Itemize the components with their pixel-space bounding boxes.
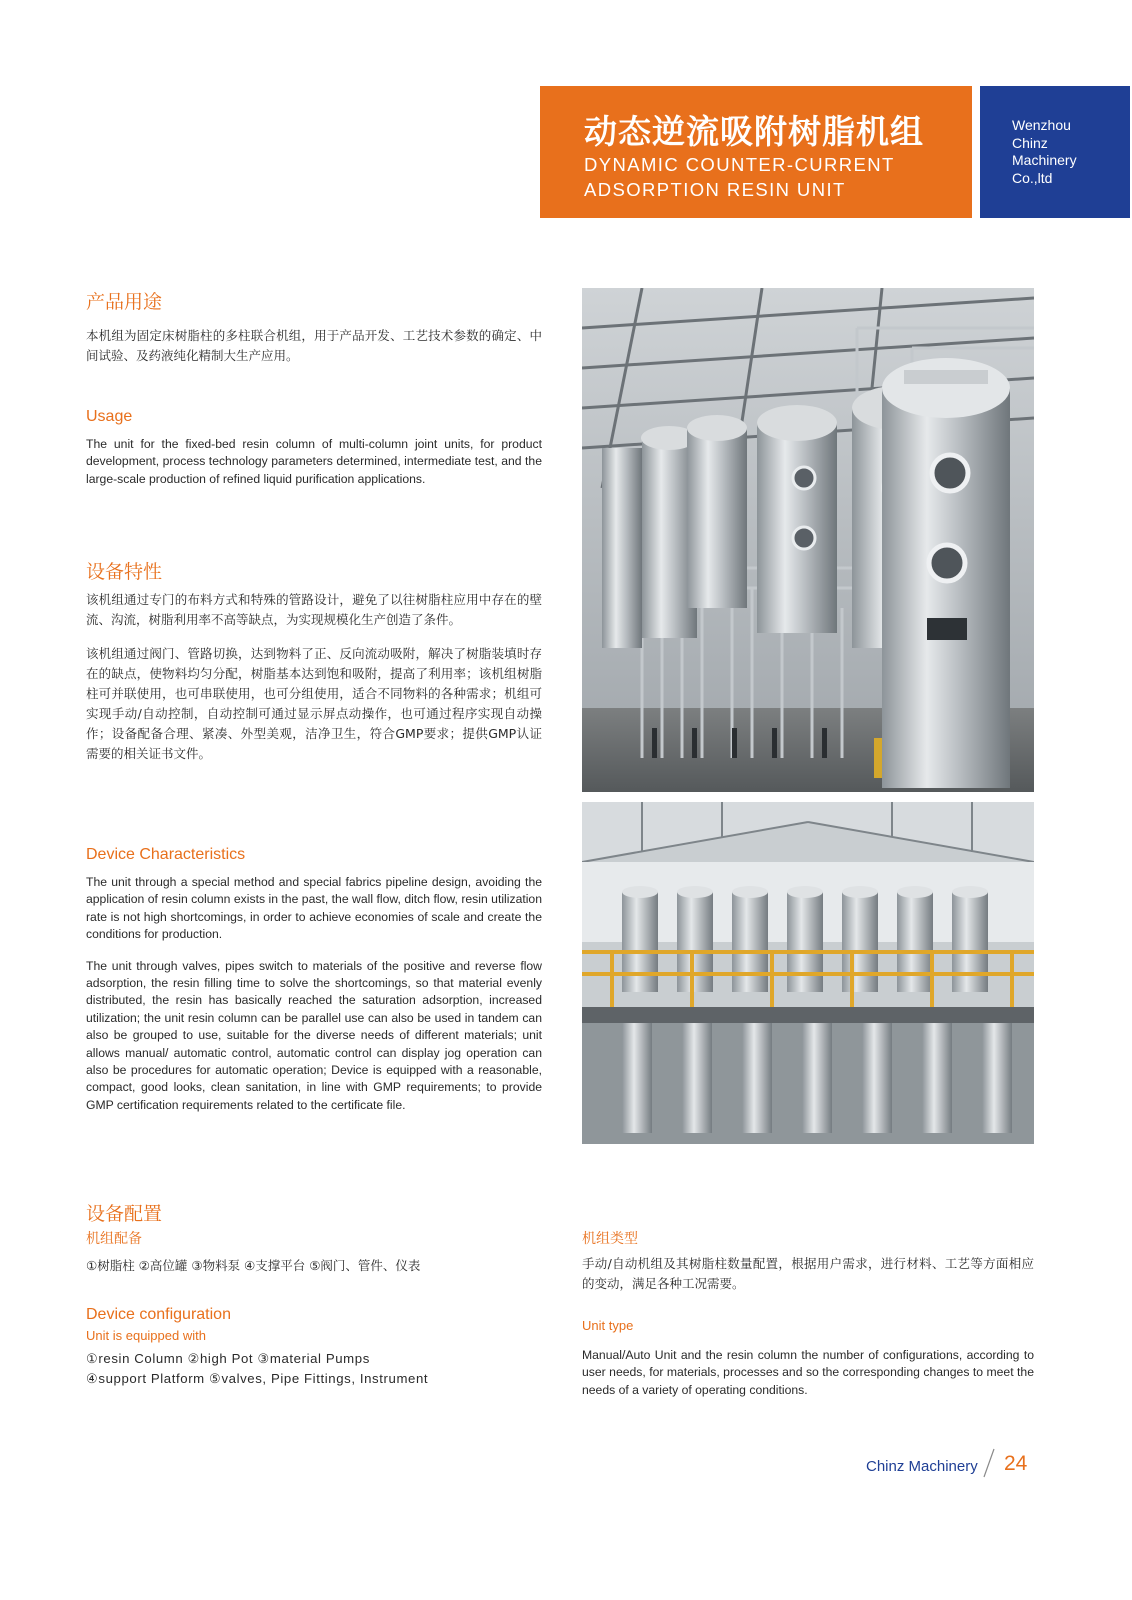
plant-platform-photo: [582, 802, 1034, 1144]
usage-heading-en: Usage: [86, 408, 133, 425]
unit-type-section: [582, 1228, 1034, 1399]
usage-text-en: The unit for the fixed-bed resin column of multi-column joint units, for product development, process technology parameters determined, intermediate test, and the large-scale production of refined liquid purification applications.: [86, 437, 542, 486]
page-title-en: DYNAMIC COUNTER-CURRENT ADSORPTION RESIN UNIT: [584, 154, 895, 200]
page-title-cn: 动态逆流吸附树脂机组: [584, 112, 924, 151]
unit-type-text-en: Manual/Auto Unit and the resin column the number of configurations, according to user needs, for materials, processes and so the corresponding changes to meet the needs of a variety of operating conditions.: [582, 1348, 1034, 1397]
features-para2-cn: 该机组通过阀门、管路切换，达到物料了正、反向流动吸附，解决了树脂装填时存在的缺点，使物料均匀分配，树脂基本达到饱和吸附，提高了利用率；该机组树脂柱可并联使用，也可串联使用，也可分组使用，适合不同物料的各种需求；机组可实现手动/自动控制，自动控制可通过显示屏点动操作，也可通过程序实现自动操作；设备配备合理、紧凑、外型美观，洁净卫生，符合GMP要求；提供GMP认证需要的相关证书文件。: [86, 646, 542, 761]
unit-type-heading-en: Unit type: [582, 1318, 634, 1333]
usage-section: [86, 290, 542, 488]
config-heading-en: Device configuration: [86, 1306, 231, 1323]
unit-type-text-cn: 手动/自动机组及其树脂柱数量配置，根据用户需求，进行材料、工艺等方面相应的变动，满足各种工况需要。: [582, 1256, 1034, 1291]
config-heading-cn: 设备配置: [86, 1203, 163, 1225]
features-en-section: [86, 846, 542, 1114]
config-items-en-2: ④support Platform ⑤valves, Pipe Fittings, Instrument: [86, 1371, 429, 1386]
usage-heading-cn: 产品用途: [86, 291, 163, 313]
usage-text-cn: 本机组为固定床树脂柱的多柱联合机组，用于产品开发、工艺技术参数的确定、中间试验、及药液纯化精制大生产应用。: [86, 328, 542, 363]
features-para1-en: The unit through a special method and special fabrics pipeline design, avoiding the application of resin column exists in the past, the wall flow, ditch flow, resin utilization rate is not high shortcomings, in order to achieve economies of scale and create the conditions for production.: [86, 875, 542, 942]
config-items-cn: ①树脂柱 ②高位罐 ③物料泵 ④支撑平台 ⑤阀门、管件、仪表: [86, 1258, 421, 1273]
features-heading-en: Device Characteristics: [86, 846, 246, 863]
features-para1-cn: 该机组通过专门的布料方式和特殊的管路设计，避免了以往树脂柱应用中存在的壁流、沟流，树脂利用率不高等缺点，为实现规模化生产创造了条件。: [86, 592, 542, 627]
resin-columns-photo: [582, 288, 1034, 792]
company-name: Wenzhou Chinz Machinery Co.,ltd: [1012, 117, 1077, 186]
unit-type-heading-cn: 机组类型: [582, 1230, 638, 1246]
resin-columns-illustration: [582, 288, 1034, 792]
features-section: [86, 560, 542, 764]
plant-platform-illustration: [582, 802, 1034, 1144]
config-section: [86, 1202, 542, 1389]
config-items-en-1: ①resin Column ②high Pot ③material Pumps: [86, 1351, 370, 1366]
page-number: 24: [1004, 1452, 1028, 1475]
features-para2-en: The unit through valves, pipes switch to materials of the positive and reverse flow adsorption, the resin filling time to solve the shortcomings, so that material evenly distributed, the resin has basically reached the saturation adsorption, increased utilization; the unit resin column can be parallel use can also be used in tandem can also be grouped to use, suitable for the diverse needs of different materials; unit allows manual/ automatic control, automatic control can display jog operation can also be procedures for automatic operation; Device is equipped with a reasonable, compact, good looks, clean sanitation, in line with GMP requirements; to provide GMP certification requirements related to the certificate file.: [86, 958, 542, 1112]
config-sub-cn: 机组配备: [86, 1230, 142, 1246]
company-banner: [980, 86, 1130, 218]
title-banner: [540, 86, 972, 218]
config-sub-en: Unit is equipped with: [86, 1328, 206, 1343]
footer-divider-slash: [982, 1448, 996, 1478]
footer-brand: Chinz Machinery: [866, 1458, 978, 1475]
features-heading-cn: 设备特性: [86, 561, 163, 583]
